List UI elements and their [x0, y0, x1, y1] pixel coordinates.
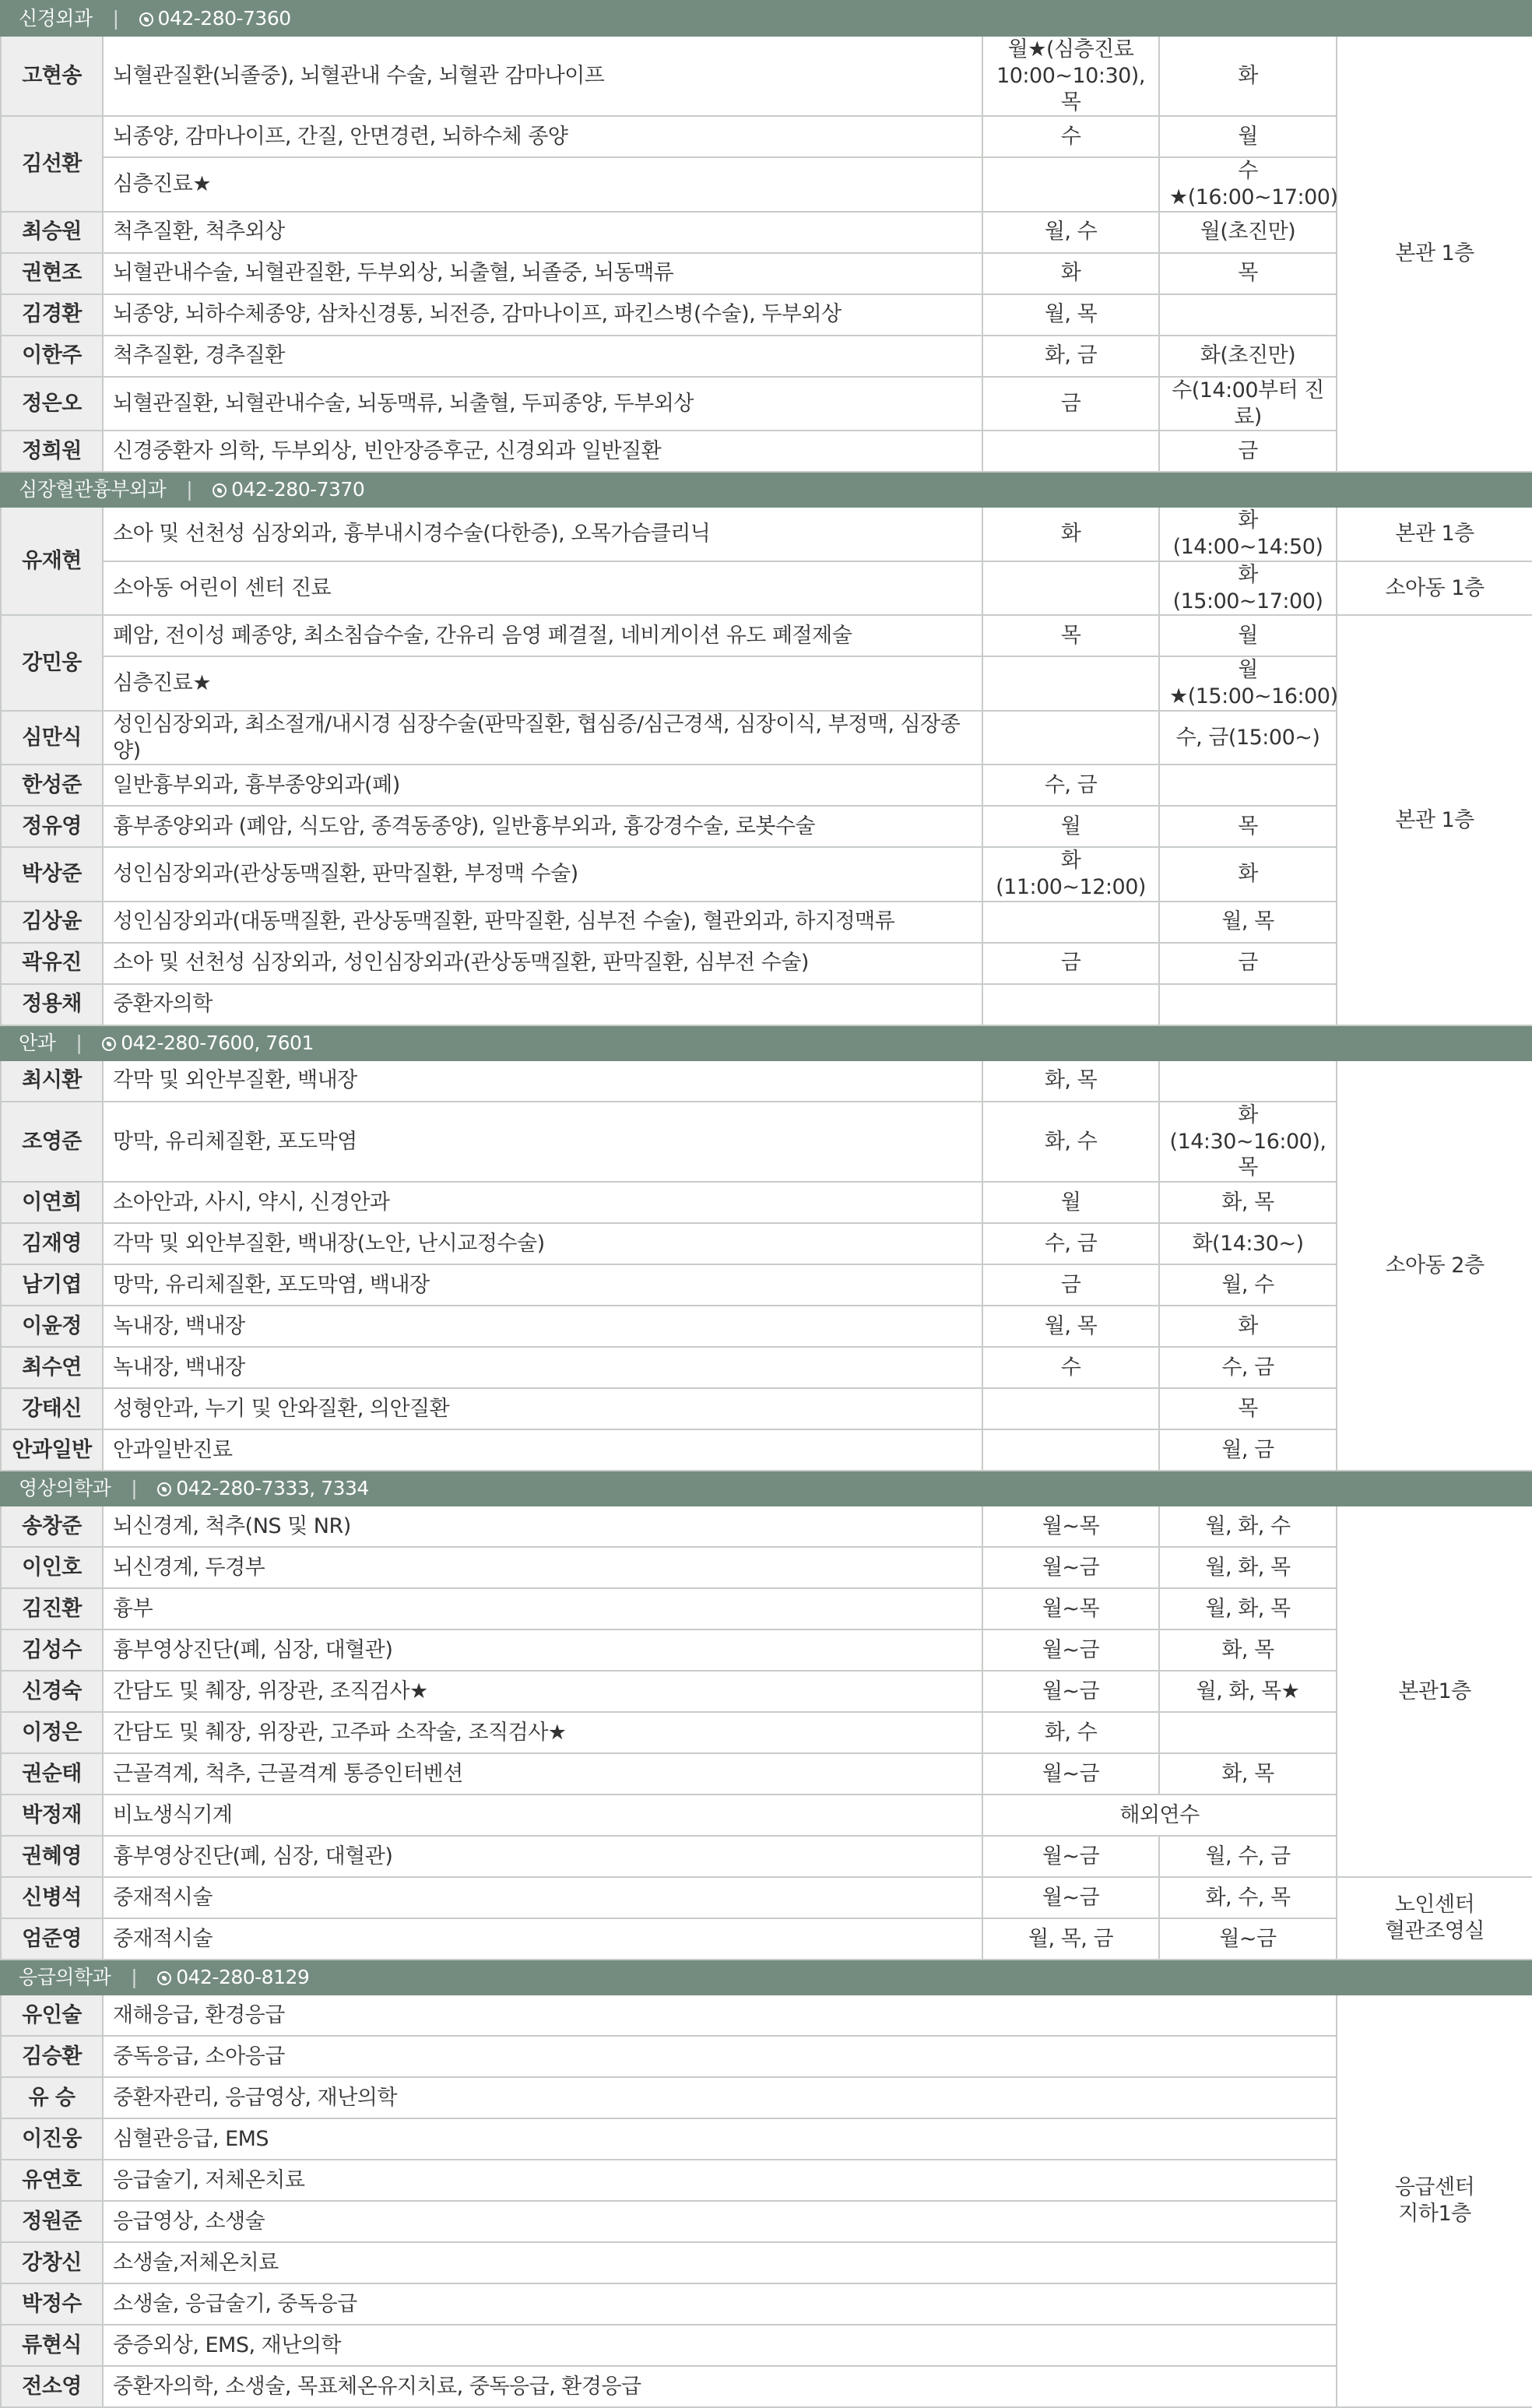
doctor-name: 정은오	[1, 377, 103, 431]
specialty: 성인심장외과, 최소절개/내시경 심장수술(판막질환, 협심증/심근경색, 심장이식, 부정맥, 심장종양)	[103, 711, 982, 765]
am-schedule: 월, 목	[982, 1306, 1159, 1347]
location: 노인센터 혈관조영실	[1337, 1877, 1532, 1960]
specialty: 간담도 및 췌장, 위장관, 조직검사★	[103, 1671, 982, 1712]
am-schedule: 화(11:00~12:00)	[982, 847, 1159, 902]
am-schedule: 월~목	[982, 1588, 1159, 1629]
table-row	[1, 1836, 1532, 1877]
am-schedule: 수, 금	[982, 765, 1159, 806]
am-schedule: 화	[982, 253, 1159, 294]
am-schedule: 금	[982, 1264, 1159, 1306]
table-row	[1, 2160, 1532, 2201]
pm-schedule: 월, 수	[1159, 1264, 1337, 1306]
doctor-name: 박상준	[1, 847, 103, 902]
pm-schedule: 월, 화, 목	[1159, 1547, 1337, 1588]
doctor-name: 권혜영	[1, 1836, 103, 1877]
am-schedule: 목	[982, 615, 1159, 656]
pm-schedule: 화(14:00~14:50)	[1159, 507, 1337, 561]
section-title: 안과	[19, 1031, 56, 1054]
phone-icon	[139, 12, 153, 26]
table-row	[1, 1182, 1532, 1223]
doctor-name: 이인호	[1, 1547, 103, 1588]
table-row	[1, 615, 1532, 656]
specialty: 일반흉부외과, 흉부종양외과(폐)	[103, 765, 982, 806]
am-schedule: 금	[982, 943, 1159, 984]
pm-schedule: 월	[1159, 615, 1337, 656]
am-schedule	[982, 902, 1159, 943]
specialty: 소생술, 응급술기, 중독응급	[103, 2283, 1337, 2325]
specialty: 성형안과, 누기 및 안와질환, 의안질환	[103, 1388, 982, 1429]
specialty: 뇌혈관내수술, 뇌혈관질환, 두부외상, 뇌출혈, 뇌졸중, 뇌동맥류	[103, 253, 982, 294]
specialty: 중환자관리, 응급영상, 재난의학	[103, 2077, 1337, 2118]
pm-schedule: 화, 수, 목	[1159, 1877, 1337, 1918]
specialty: 안과일반진료	[103, 1429, 982, 1471]
phone-icon	[157, 1482, 171, 1496]
divider: |	[131, 1476, 138, 1499]
table-row	[1, 36, 1532, 116]
specialty: 폐암, 전이성 폐종양, 최소침습수술, 간유리 음영 폐결절, 네비게이션 유도 폐절제술	[103, 615, 982, 656]
pm-schedule: 월, 목	[1159, 902, 1337, 943]
doctor-name: 이연희	[1, 1182, 103, 1223]
table-row	[1, 806, 1532, 847]
section-header-radiology	[1, 1471, 1532, 1506]
pm-schedule: 수, 금(15:00~)	[1159, 711, 1337, 765]
specialty: 녹내장, 백내장	[103, 1306, 982, 1347]
table-row	[1, 1671, 1532, 1712]
pm-schedule: 수★(16:00~17:00)	[1159, 157, 1337, 212]
table-row	[1, 2077, 1532, 2118]
location: 응급센터 지하1층	[1337, 1995, 1532, 2407]
pm-schedule: 목	[1159, 1388, 1337, 1429]
location: 본관 1층	[1337, 36, 1532, 472]
specialty: 심층진료★	[103, 656, 982, 711]
pm-schedule: 목	[1159, 806, 1337, 847]
table-row	[1, 212, 1532, 253]
am-schedule: 월	[982, 1182, 1159, 1223]
pm-schedule: 화(14:30~16:00), 목	[1159, 1102, 1337, 1182]
am-schedule	[982, 157, 1159, 212]
pm-schedule: 화(초진만)	[1159, 336, 1337, 377]
specialty: 근골격계, 척추, 근골격계 통증인터벤션	[103, 1753, 982, 1795]
pm-schedule: 월~금	[1159, 1918, 1337, 1960]
specialty: 뇌혈관질환, 뇌혈관내수술, 뇌동맥류, 뇌출혈, 두피종양, 두부외상	[103, 377, 982, 431]
table-row	[1, 1388, 1532, 1429]
table-row	[1, 1795, 1532, 1836]
section-header-ophthalmology	[1, 1025, 1532, 1060]
doctor-name: 김승환	[1, 2036, 103, 2077]
specialty: 심혈관응급, EMS	[103, 2118, 1337, 2160]
specialty: 망막, 유리체질환, 포도막염, 백내장	[103, 1264, 982, 1306]
table-row	[1, 377, 1532, 431]
specialty: 신경중환자 의학, 두부외상, 빈안장증후군, 신경외과 일반질환	[103, 431, 982, 472]
pm-schedule: 화, 목	[1159, 1182, 1337, 1223]
am-schedule: 월~금	[982, 1836, 1159, 1877]
specialty: 비뇨생식기계	[103, 1795, 982, 1836]
specialty: 중환자의학	[103, 984, 982, 1025]
pm-schedule	[1159, 765, 1337, 806]
specialty: 흉부영상진단(폐, 심장, 대혈관)	[103, 1629, 982, 1671]
specialty: 소아 및 선천성 심장외과, 성인심장외과(관상동맥질환, 판막질환, 심부전 수술)	[103, 943, 982, 984]
table-row	[1, 2325, 1532, 2366]
location: 소아동 2층	[1337, 1060, 1532, 1471]
doctor-name: 류현식	[1, 2325, 103, 2366]
section-phone: 042-280-8129	[176, 1965, 310, 1988]
specialty: 중증외상, EMS, 재난의학	[103, 2325, 1337, 2366]
pm-schedule	[1159, 1060, 1337, 1102]
section-title: 신경외과	[19, 6, 93, 30]
table-row	[1, 1306, 1532, 1347]
am-schedule: 수	[982, 1347, 1159, 1388]
location: 소아동 1층	[1337, 561, 1532, 616]
pm-schedule	[1159, 1712, 1337, 1753]
table-row	[1, 2283, 1532, 2325]
table-row	[1, 1753, 1532, 1795]
doctor-name: 김진환	[1, 1588, 103, 1629]
am-schedule: 화	[982, 507, 1159, 561]
doctor-name: 권순태	[1, 1753, 103, 1795]
schedule-merged: 해외연수	[982, 1795, 1337, 1836]
specialty: 성인심장외과(대동맥질환, 관상동맥질환, 판막질환, 심부전 수술), 혈관외과, 하지정맥류	[103, 902, 982, 943]
doctor-name: 최수연	[1, 1347, 103, 1388]
pm-schedule: 화(14:30~)	[1159, 1223, 1337, 1264]
specialty: 소아안과, 사시, 약시, 신경안과	[103, 1182, 982, 1223]
am-schedule	[982, 431, 1159, 472]
am-schedule: 수, 금	[982, 1223, 1159, 1264]
doctor-name: 조영준	[1, 1102, 103, 1182]
table-row	[1, 2242, 1532, 2283]
doctor-name: 신병석	[1, 1877, 103, 1918]
am-schedule	[982, 561, 1159, 616]
table-row	[1, 1547, 1532, 1588]
specialty: 소아동 어린이 센터 진료	[103, 561, 982, 616]
location: 본관 1층	[1337, 615, 1532, 1025]
table-row	[1, 984, 1532, 1025]
am-schedule	[982, 1388, 1159, 1429]
doctor-name: 박정수	[1, 2283, 103, 2325]
am-schedule: 금	[982, 377, 1159, 431]
doctor-name: 정원준	[1, 2201, 103, 2242]
am-schedule: 화, 목	[982, 1060, 1159, 1102]
pm-schedule: 수, 금	[1159, 1347, 1337, 1388]
location: 본관1층	[1337, 1506, 1532, 1877]
divider: |	[112, 6, 119, 30]
doctor-name: 엄준영	[1, 1918, 103, 1960]
pm-schedule	[1159, 294, 1337, 336]
am-schedule: 월~금	[982, 1753, 1159, 1795]
doctor-name: 남기엽	[1, 1264, 103, 1306]
doctor-name: 신경숙	[1, 1671, 103, 1712]
table-row	[1, 902, 1532, 943]
doctor-name: 최승원	[1, 212, 103, 253]
doctor-name: 유연호	[1, 2160, 103, 2201]
table-row	[1, 2118, 1532, 2160]
doctor-name: 박정재	[1, 1795, 103, 1836]
specialty: 응급영상, 소생술	[103, 2201, 1337, 2242]
table-row	[1, 656, 1532, 711]
am-schedule: 월~목	[982, 1506, 1159, 1547]
am-schedule: 월	[982, 806, 1159, 847]
doctor-name: 한성준	[1, 765, 103, 806]
table-row	[1, 1347, 1532, 1388]
table-row	[1, 1918, 1532, 1960]
doctor-name: 전소영	[1, 2366, 103, 2407]
am-schedule: 월~금	[982, 1629, 1159, 1671]
doctor-name: 유 승	[1, 2077, 103, 2118]
doctor-name: 심만식	[1, 711, 103, 765]
pm-schedule: 월, 화, 목★	[1159, 1671, 1337, 1712]
doctor-name: 정희원	[1, 431, 103, 472]
am-schedule: 월~금	[982, 1877, 1159, 1918]
am-schedule	[982, 711, 1159, 765]
table-row	[1, 561, 1532, 616]
specialty: 심층진료★	[103, 157, 982, 212]
doctor-name: 곽유진	[1, 943, 103, 984]
am-schedule: 화, 수	[982, 1102, 1159, 1182]
pm-schedule: 월, 화, 수	[1159, 1506, 1337, 1547]
table-row	[1, 1712, 1532, 1753]
specialty: 중재적시술	[103, 1877, 982, 1918]
am-schedule: 월~금	[982, 1547, 1159, 1588]
pm-schedule: 금	[1159, 431, 1337, 472]
section-phone: 042-280-7360	[157, 6, 291, 30]
table-row	[1, 1264, 1532, 1306]
pm-schedule: 월, 금	[1159, 1429, 1337, 1471]
table-row	[1, 294, 1532, 336]
pm-schedule: 화, 목	[1159, 1753, 1337, 1795]
section-title: 응급의학과	[19, 1965, 111, 1988]
pm-schedule: 월, 화, 목	[1159, 1588, 1337, 1629]
doctor-name: 권현조	[1, 253, 103, 294]
specialty: 뇌신경계, 두경부	[103, 1547, 982, 1588]
am-schedule: 화, 금	[982, 336, 1159, 377]
section-phone: 042-280-7600, 7601	[121, 1031, 314, 1054]
doctor-name: 이윤정	[1, 1306, 103, 1347]
phone-icon	[213, 483, 227, 497]
table-row	[1, 2201, 1532, 2242]
pm-schedule: 화(15:00~17:00)	[1159, 561, 1337, 616]
specialty: 재해응급, 환경응급	[103, 1995, 1337, 2036]
doctor-name: 정유영	[1, 806, 103, 847]
doctor-name: 이정은	[1, 1712, 103, 1753]
specialty: 뇌종양, 감마나이프, 간질, 안면경련, 뇌하수체 종양	[103, 116, 982, 157]
doctor-name: 이한주	[1, 336, 103, 377]
table-row	[1, 847, 1532, 902]
pm-schedule: 수(14:00부터 진료)	[1159, 377, 1337, 431]
pm-schedule: 화	[1159, 847, 1337, 902]
specialty: 흉부종양외과 (폐암, 식도암, 종격동종양), 일반흉부외과, 흉강경수술, 로봇수술	[103, 806, 982, 847]
location: 본관 1층	[1337, 507, 1532, 561]
section-title: 영상의학과	[19, 1476, 111, 1499]
doctor-name: 안과일반	[1, 1429, 103, 1471]
specialty: 망막, 유리체질환, 포도막염	[103, 1102, 982, 1182]
specialty: 소생술,저체온치료	[103, 2242, 1337, 2283]
doctor-name: 김경환	[1, 294, 103, 336]
am-schedule: 월★(심층진료 10:00~10:30), 목	[982, 36, 1159, 116]
table-row	[1, 2036, 1532, 2077]
phone-icon	[102, 1037, 116, 1051]
am-schedule: 월, 수	[982, 212, 1159, 253]
section-phone: 042-280-7370	[231, 478, 365, 501]
table-row	[1, 336, 1532, 377]
table-row	[1, 1629, 1532, 1671]
doctor-name: 유재현	[1, 507, 103, 615]
doctor-name: 강태신	[1, 1388, 103, 1429]
table-row	[1, 1995, 1532, 2036]
table-row	[1, 1102, 1532, 1182]
am-schedule	[982, 1429, 1159, 1471]
specialty: 뇌종양, 뇌하수체종양, 삼차신경통, 뇌전증, 감마나이프, 파킨스병(수술), 두부외상	[103, 294, 982, 336]
section-header-neurosurgery	[1, 1, 1532, 36]
pm-schedule: 화, 목	[1159, 1629, 1337, 1671]
specialty: 중환자의학, 소생술, 목표체온유지치료, 중독응급, 환경응급	[103, 2366, 1337, 2407]
pm-schedule: 월, 수, 금	[1159, 1836, 1337, 1877]
am-schedule: 월~금	[982, 1671, 1159, 1712]
doctor-name: 고현송	[1, 36, 103, 116]
specialty: 뇌혈관질환(뇌졸중), 뇌혈관내 수술, 뇌혈관 감마나이프	[103, 36, 982, 116]
table-row	[1, 2366, 1532, 2407]
table-row	[1, 507, 1532, 561]
am-schedule: 화, 수	[982, 1712, 1159, 1753]
specialty: 소아 및 선천성 심장외과, 흉부내시경수술(다한증), 오목가슴클리닉	[103, 507, 982, 561]
specialty: 녹내장, 백내장	[103, 1347, 982, 1388]
doctor-name: 김선환	[1, 116, 103, 212]
specialty: 응급술기, 저체온치료	[103, 2160, 1337, 2201]
pm-schedule: 화	[1159, 36, 1337, 116]
doctor-name: 유인술	[1, 1995, 103, 2036]
table-row	[1, 1429, 1532, 1471]
doctor-name: 강창신	[1, 2242, 103, 2283]
doctor-name: 김상윤	[1, 902, 103, 943]
doctor-name: 송창준	[1, 1506, 103, 1547]
divider: |	[186, 478, 193, 501]
section-phone: 042-280-7333, 7334	[176, 1476, 369, 1499]
table-row	[1, 1223, 1532, 1264]
specialty: 각막 및 외안부질환, 백내장	[103, 1060, 982, 1102]
table-row	[1, 157, 1532, 212]
table-row	[1, 1588, 1532, 1629]
specialty: 흉부	[103, 1588, 982, 1629]
specialty: 중재적시술	[103, 1918, 982, 1960]
doctor-name: 김재영	[1, 1223, 103, 1264]
section-header-thoracic	[1, 472, 1532, 507]
section-title: 심장혈관흉부외과	[19, 478, 167, 501]
specialty: 척추질환, 척추외상	[103, 212, 982, 253]
phone-icon	[157, 1971, 171, 1985]
specialty: 성인심장외과(관상동맥질환, 판막질환, 부정맥 수술)	[103, 847, 982, 902]
doctor-name: 이진웅	[1, 2118, 103, 2160]
table-row	[1, 1877, 1532, 1918]
specialty: 중독응급, 소아응급	[103, 2036, 1337, 2077]
specialty: 뇌신경계, 척추(NS 및 NR)	[103, 1506, 982, 1547]
pm-schedule: 월(초진만)	[1159, 212, 1337, 253]
pm-schedule: 월★(15:00~16:00)	[1159, 656, 1337, 711]
table-row	[1, 431, 1532, 472]
doctor-name: 정용채	[1, 984, 103, 1025]
table-row	[1, 943, 1532, 984]
am-schedule: 월, 목, 금	[982, 1918, 1159, 1960]
specialty: 간담도 및 췌장, 위장관, 고주파 소작술, 조직검사★	[103, 1712, 982, 1753]
am-schedule	[982, 656, 1159, 711]
specialty: 척추질환, 경추질환	[103, 336, 982, 377]
specialty: 각막 및 외안부질환, 백내장(노안, 난시교정수술)	[103, 1223, 982, 1264]
divider: |	[131, 1965, 138, 1988]
am-schedule	[982, 984, 1159, 1025]
am-schedule: 수	[982, 116, 1159, 157]
doctor-name: 최시환	[1, 1060, 103, 1102]
table-row	[1, 1060, 1532, 1102]
pm-schedule: 화	[1159, 1306, 1337, 1347]
doctor-name: 강민웅	[1, 615, 103, 711]
table-row	[1, 711, 1532, 765]
pm-schedule: 금	[1159, 943, 1337, 984]
section-header-emergency	[1, 1960, 1532, 1995]
table-row	[1, 253, 1532, 294]
divider: |	[76, 1031, 83, 1054]
doctor-name: 김성수	[1, 1629, 103, 1671]
table-row	[1, 765, 1532, 806]
pm-schedule: 목	[1159, 253, 1337, 294]
table-row	[1, 116, 1532, 157]
am-schedule: 월, 목	[982, 294, 1159, 336]
pm-schedule: 월	[1159, 116, 1337, 157]
pm-schedule	[1159, 984, 1337, 1025]
table-row	[1, 1506, 1532, 1547]
specialty: 흉부영상진단(폐, 심장, 대혈관)	[103, 1836, 982, 1877]
